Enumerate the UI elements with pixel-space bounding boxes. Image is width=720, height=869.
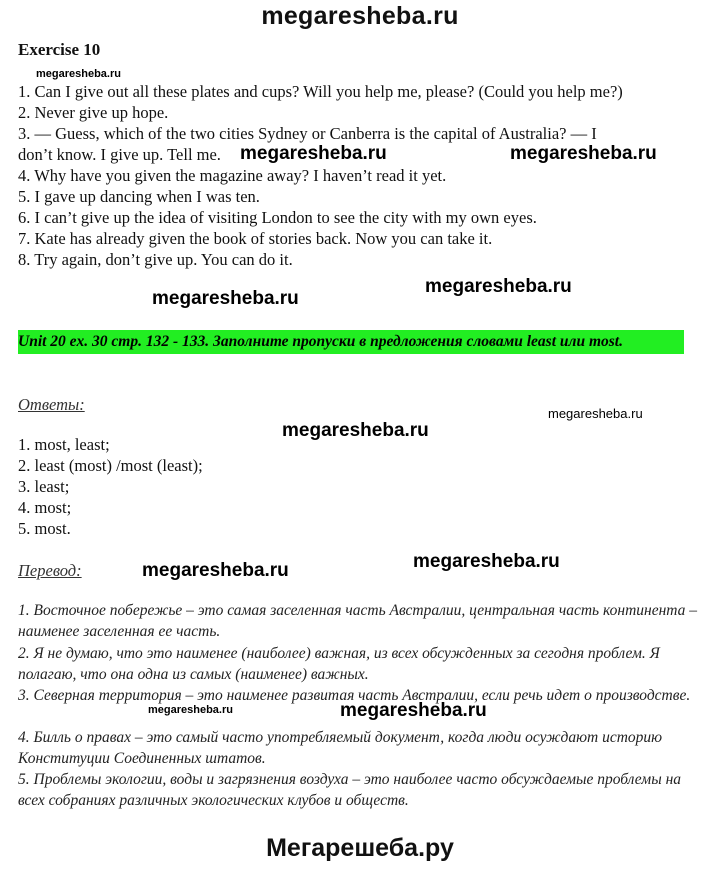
answer-item: 3. least;	[18, 477, 70, 496]
watermark: megaresheba.ru	[152, 288, 299, 309]
translation-paragraph: 1. Восточное побережье – это самая заселенная часть Австралии, центральная часть континента – наименее заселенная ее часть.	[18, 602, 698, 640]
watermark: megaresheba.ru	[425, 276, 572, 297]
exercise-line: 3. — Guess, which of the two cities Sydney or Canberra is the capital of Australia? — I	[18, 124, 597, 143]
exercise-line: 2. Never give up hope.	[18, 103, 169, 122]
site-header: megaresheba.ru	[261, 2, 459, 30]
watermark: megaresheba.ru	[413, 551, 560, 572]
translation-heading: Перевод:	[18, 561, 82, 580]
translation-paragraph: 4. Билль о правах – это самый часто употребляемый документ, когда люди осуждают историю Конституции Соединенных штатов.	[18, 729, 663, 767]
answer-item: 2. least (most) /most (least);	[18, 456, 203, 475]
watermark: megaresheba.ru	[340, 700, 487, 721]
answer-item: 5. most.	[18, 519, 71, 538]
exercise-line: 4. Why have you given the magazine away? I haven’t read it yet.	[18, 166, 447, 185]
answers-heading: Ответы:	[18, 395, 85, 414]
watermark: megaresheba.ru	[142, 560, 289, 581]
exercise-title: Exercise 10	[18, 40, 101, 59]
watermark: megaresheba.ru	[148, 704, 233, 716]
task-heading: Unit 20 ex. 30 стр. 132 - 133. Заполните пропуски в предложения словами least или most.	[18, 330, 684, 354]
exercise-line: 6. I can’t give up the idea of visiting London to see the city with my own eyes.	[18, 208, 537, 227]
watermark: megaresheba.ru	[510, 143, 657, 164]
watermark: megaresheba.ru	[282, 420, 429, 441]
exercise-line: 1. Can I give out all these plates and cups? Will you help me, please? (Could you help me?)	[18, 82, 623, 101]
exercise-line: 8. Try again, don’t give up. You can do it.	[18, 250, 293, 269]
answer-item: 4. most;	[18, 498, 72, 517]
answer-item: 1. most, least;	[18, 435, 110, 454]
site-footer: Мегарешеба.ру	[266, 834, 454, 862]
watermark: megaresheba.ru	[36, 68, 121, 80]
exercise-line: 5. I gave up dancing when I was ten.	[18, 187, 260, 206]
exercise-line: 7. Kate has already given the book of stories back. Now you can take it.	[18, 229, 493, 248]
exercise-line: don’t know. I give up. Tell me.	[18, 145, 221, 164]
translation-paragraph: 5. Проблемы экологии, воды и загрязнения воздуха – это наиболее часто обсуждаемые проблемы на всех собраниях различных экологических клубов и обществ.	[18, 771, 682, 809]
translation-paragraph: 3. Северная территория – это наименее развитая часть Австралии, если речь идет о производстве.	[18, 687, 691, 704]
watermark: megaresheba.ru	[548, 406, 643, 421]
translation-paragraph: 2. Я не думаю, что это наименее (наиболее) важная, из всех обсужденных за сегодня проблем. Я полагаю, что она одна из самых (наименее) важных.	[18, 645, 660, 683]
watermark: megaresheba.ru	[240, 143, 387, 164]
